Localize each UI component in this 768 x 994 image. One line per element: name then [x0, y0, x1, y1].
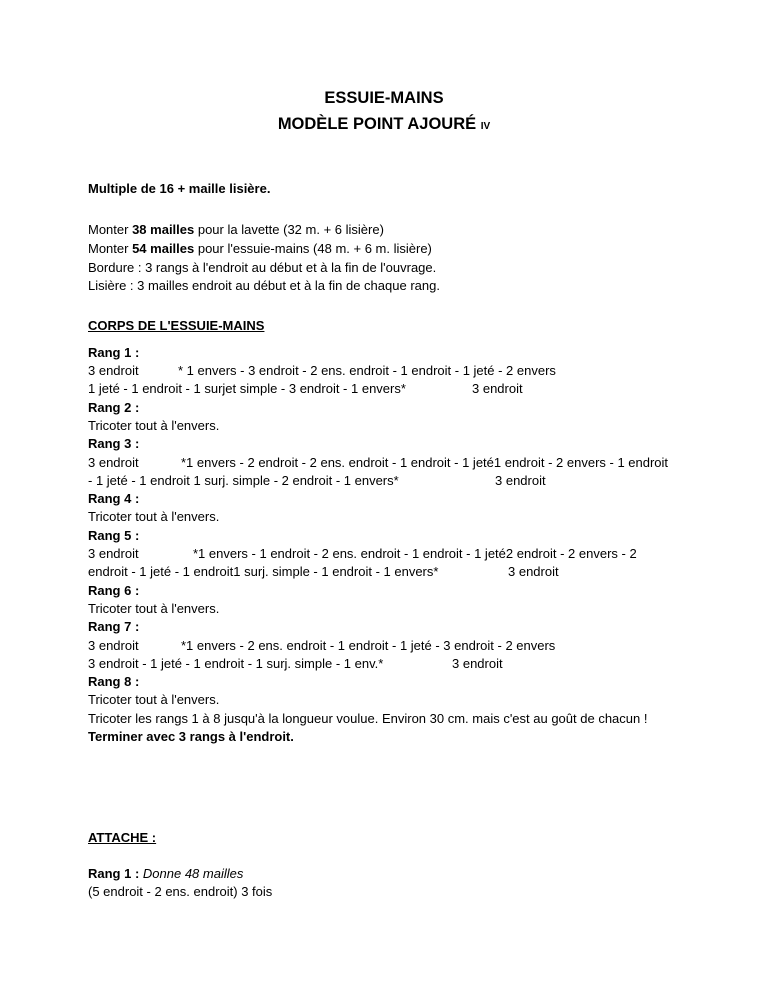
bordure-line: Bordure : 3 rangs à l'endroit au début et à la fin de l'ouvrage. [88, 260, 437, 275]
monter-lavette-post: pour la lavette (32 m. + 6 lisière) [194, 222, 384, 237]
rang-7-end: 3 endroit [452, 656, 503, 671]
rang-7-pattern-a: *1 envers - 2 ens. endroit - 1 endroit - 1 jeté - 3 endroit - 2 envers [181, 638, 556, 653]
rang-5-label: Rang 5 : [88, 528, 140, 543]
rang-3-start: 3 endroit [88, 455, 139, 470]
rang-3-pattern-b: - 1 jeté - 1 endroit 1 surj. simple - 2 endroit - 1 envers* [88, 473, 399, 488]
rang-7-start: 3 endroit [88, 638, 139, 653]
rang-3-end: 3 endroit [495, 473, 546, 488]
rang-6-text: Tricoter tout à l'envers. [88, 601, 220, 616]
monter-essuie-count: 54 mailles [132, 241, 195, 256]
title-line-2-suffix: IV [480, 121, 491, 132]
corps-heading: CORPS DE L'ESSUIE-MAINS [88, 318, 265, 333]
rang-1-label: Rang 1 : [88, 345, 140, 360]
rang-1-pattern-a: * 1 envers - 3 endroit - 2 ens. endroit - 1 endroit - 1 jeté - 2 envers [178, 363, 556, 378]
rang-1-end: 3 endroit [472, 381, 523, 396]
rang-5-pattern-a: *1 envers - 1 endroit - 2 ens. endroit - 1 endroit - 1 jeté2 endroit - 2 envers - 2 [193, 546, 637, 561]
rang-7-label: Rang 7 : [88, 619, 140, 634]
monter-lavette [88, 221, 384, 238]
monter-essuie-mains [88, 240, 432, 257]
rang-6-label: Rang 6 : [88, 583, 140, 598]
rang-2-label: Rang 2 : [88, 400, 140, 415]
finish-instruction: Terminer avec 3 rangs à l'endroit. [88, 729, 294, 744]
rang-4-text: Tricoter tout à l'envers. [88, 509, 220, 524]
title-line-1: ESSUIE-MAINS [324, 89, 444, 107]
rang-1-start: 3 endroit [88, 363, 139, 378]
document-title [0, 88, 768, 108]
attache-rang-1-label: Rang 1 : [88, 866, 143, 881]
rang-1-pattern-b: 1 jeté - 1 endroit - 1 surjet simple - 3 endroit - 1 envers* [88, 381, 406, 396]
lisiere-line: Lisière : 3 mailles endroit au début et à la fin de chaque rang. [88, 278, 440, 293]
rang-4-label: Rang 4 : [88, 491, 140, 506]
monter-essuie-post: pour l'essuie-mains (48 m. + 6 m. lisière) [194, 241, 432, 256]
rang-2-text: Tricoter tout à l'envers. [88, 418, 220, 433]
multiple-note: Multiple de 16 + maille lisière. [88, 181, 271, 196]
rang-3-pattern-a: *1 envers - 2 endroit - 2 ens. endroit - 1 endroit - 1 jeté1 endroit - 2 envers - 1 endroit [181, 455, 669, 470]
attache-rang-1-text: (5 endroit - 2 ens. endroit) 3 fois [88, 884, 273, 899]
document-subtitle [0, 114, 768, 137]
title-line-2: MODÈLE POINT AJOURÉ [277, 115, 477, 133]
rang-8-label: Rang 8 : [88, 674, 140, 689]
rang-5-end: 3 endroit [508, 564, 559, 579]
rang-3-label: Rang 3 : [88, 436, 140, 451]
attache-rang-1 [88, 865, 243, 882]
rang-5-start: 3 endroit [88, 546, 139, 561]
attache-heading: ATTACHE : [88, 830, 157, 845]
attache-rang-1-note: Donne 48 mailles [142, 866, 244, 881]
rang-8-text: Tricoter tout à l'envers. [88, 692, 220, 707]
repeat-instruction: Tricoter les rangs 1 à 8 jusqu'à la longueur voulue. Environ 30 cm. mais c'est au goût de chacun ! [88, 711, 648, 726]
monter-lavette-pre: Monter [88, 222, 133, 237]
rang-7-pattern-b: 3 endroit - 1 jeté - 1 endroit - 1 surj. simple - 1 env.* [88, 656, 384, 671]
monter-lavette-count: 38 mailles [132, 222, 195, 237]
monter-essuie-pre: Monter [88, 241, 133, 256]
rang-5-pattern-b: endroit - 1 jeté - 1 endroit1 surj. simple - 1 endroit - 1 envers* [88, 564, 439, 579]
